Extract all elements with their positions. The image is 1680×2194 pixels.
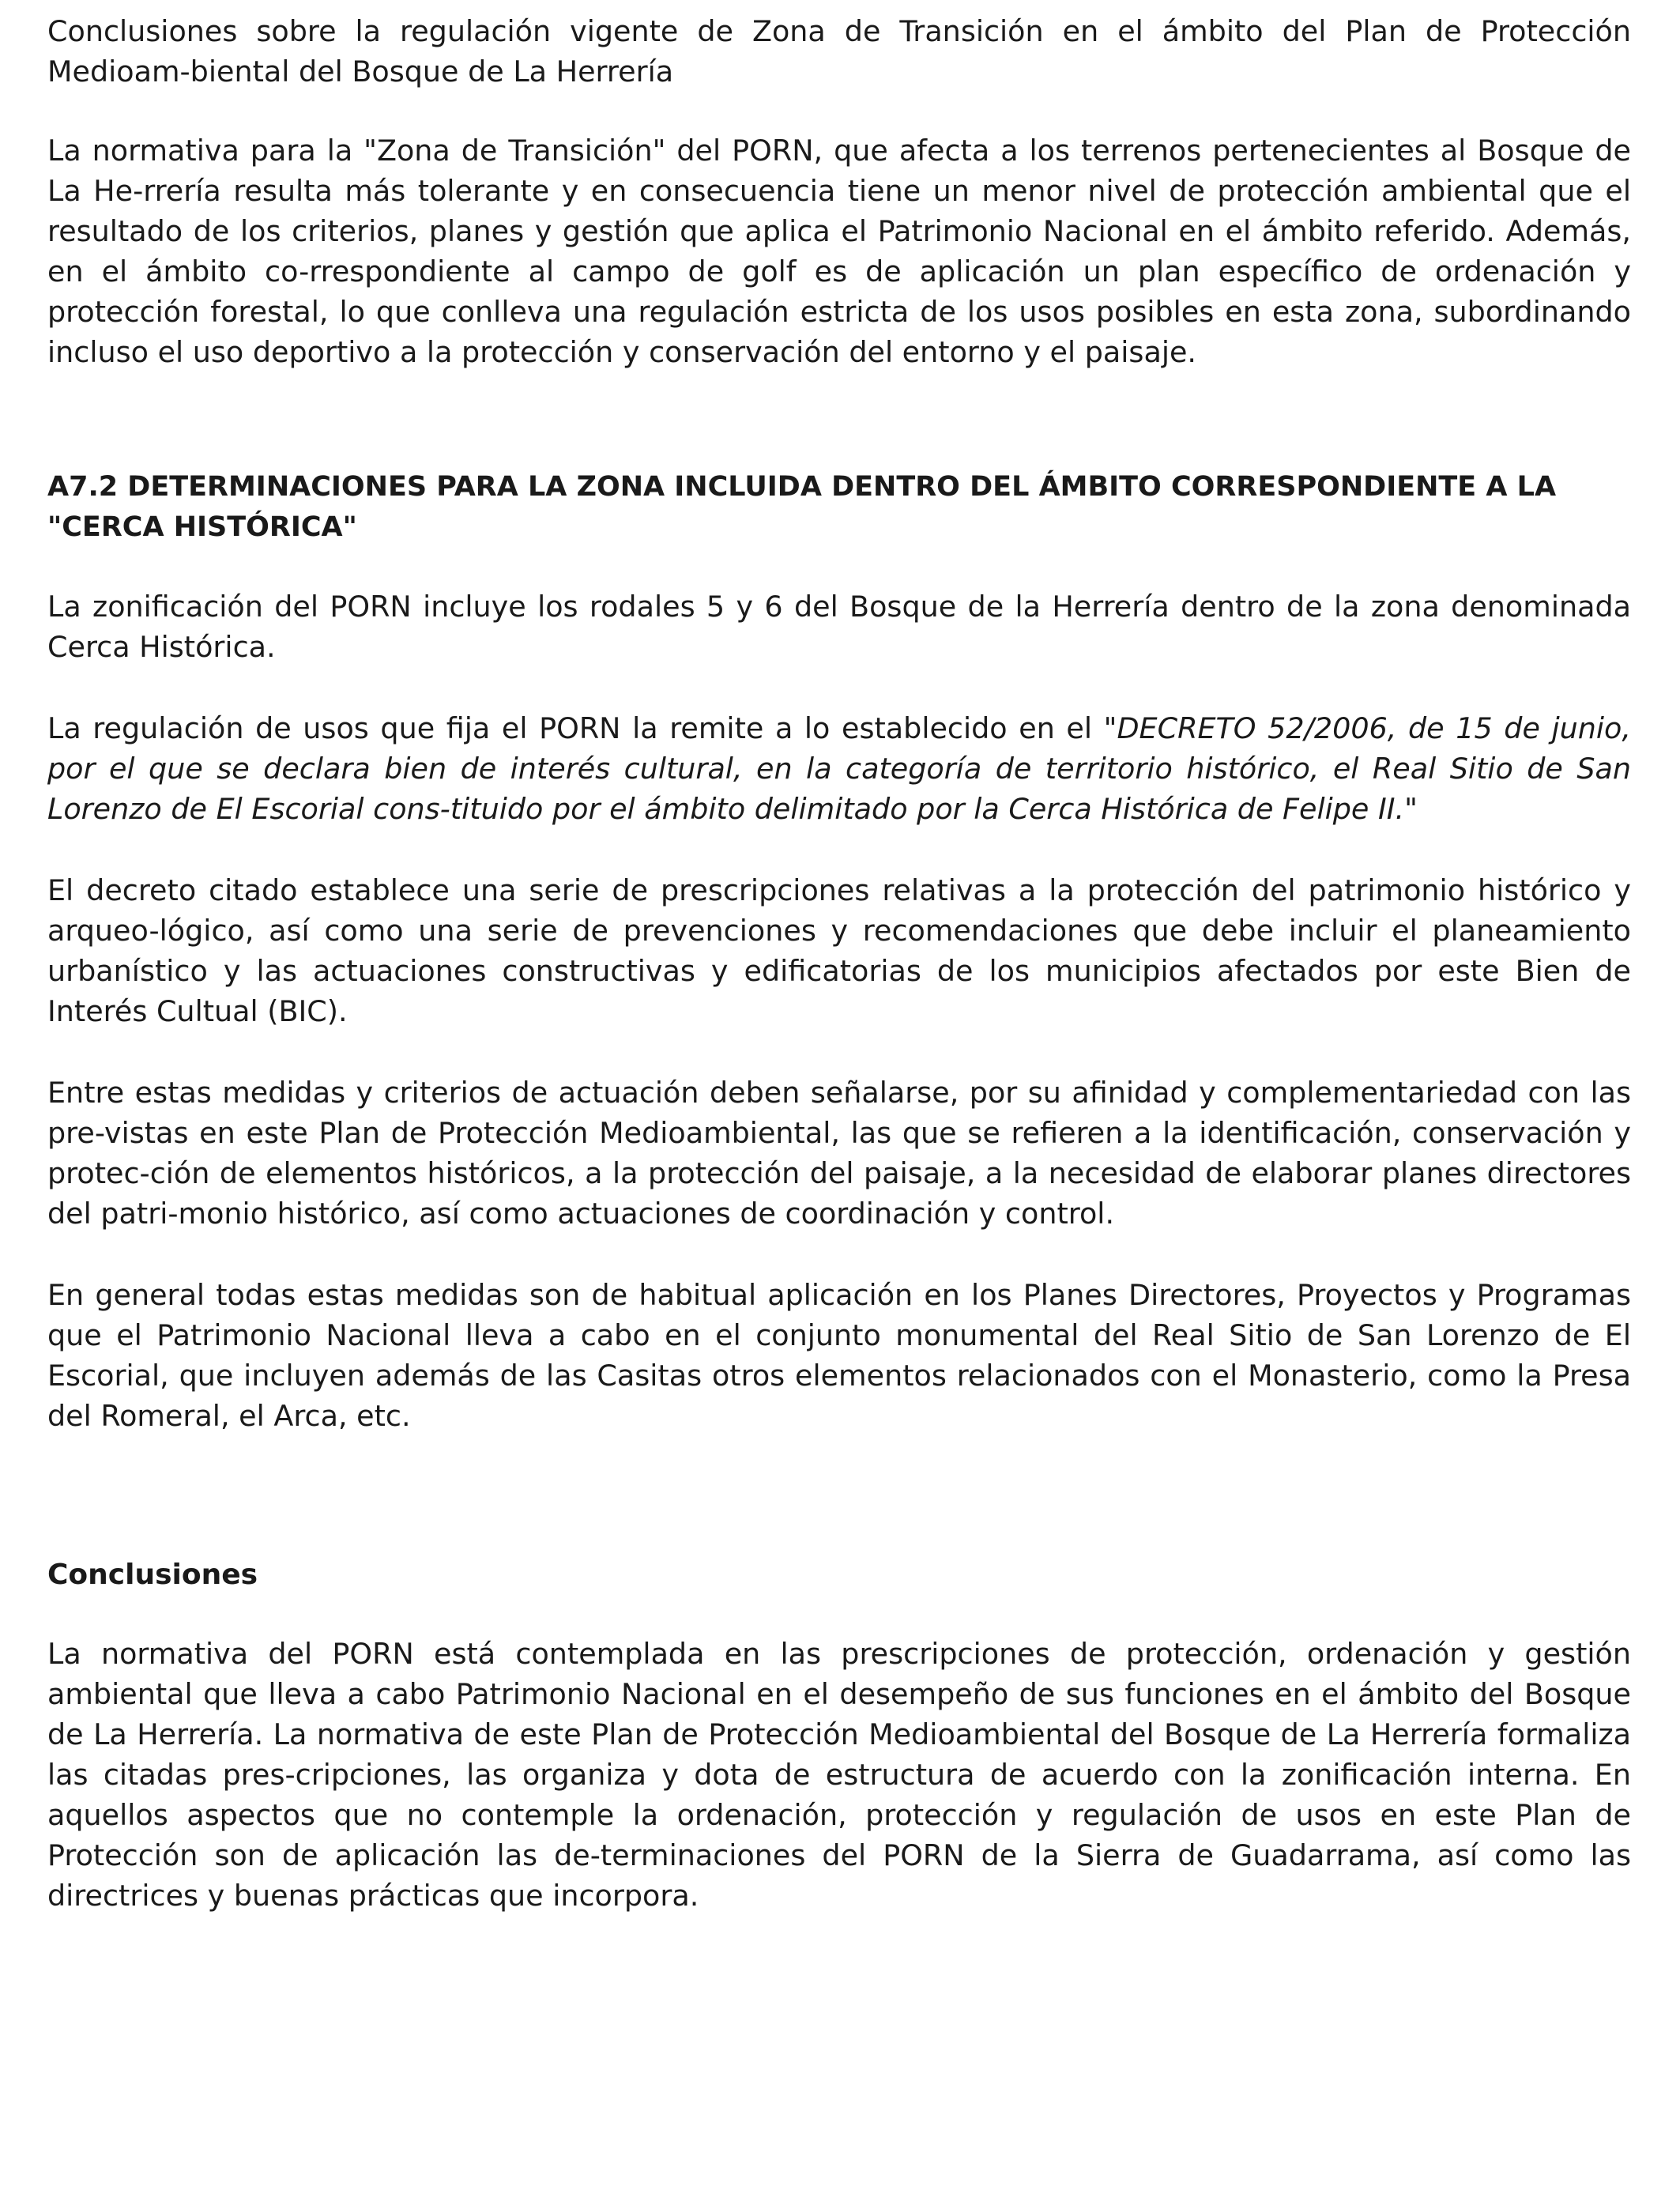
decree-citation: DECRETO 52/2006, de 15 de junio, por el que se declara bien de interés cultural, en la categoría de territorio histórico, el Real Sitio de San Lorenzo de El Escorial cons-tituido por el ámbito delimitado por la Cerca Histórica de Felipe II. [47,711,1631,826]
decree-closing-quote: " [1404,792,1418,826]
section-paragraph-5: En general todas estas medidas son de habitual aplicación en los Planes Directores, Proyectos y Programas que el Patrimonio Nacional lleva a cabo en el conjunto monumental del Real Sitio de San Lorenzo de El Escorial, que incluyen además de las Casitas otros elementos relacionados con el Monasterio, como la Presa del Romeral, el Arca, etc. [47,1278,1631,1433]
intro-paragraph: La normativa para la "Zona de Transición" del PORN, que afecta a los terrenos pertenecientes al Bosque de La He-rrería resulta más tolerante y en consecuencia tiene un menor nivel de protección ambiental que el resultado de los criterios, planes y gestión que aplica el Patrimonio Nacional en el ámbito referido. Además, en el ámbito co-rrespondiente al campo de golf es de aplicación un plan específico de ordenación y protección forestal, lo que conlleva una regulación estricta de los usos posibles en esta zona, subordinando incluso el uso deportivo a la protección y conservación del entorno y el paisaje. [47,134,1631,369]
document-page [47,11,1631,1916]
section-heading: A7.2 DETERMINACIONES PARA LA ZONA INCLUIDA DENTRO DEL ÁMBITO CORRESPONDIENTE A LA "CERCA HISTÓRICA" [47,471,1557,543]
decree-intro-text: La regulación de usos que fija el PORN la remite a lo establecido en el " [47,711,1117,745]
intro-title: Conclusiones sobre la regulación vigente de Zona de Transición en el ámbito del Plan de Protección Medioam-biental del Bosque de La Herrería [47,14,1631,89]
section-paragraph-3: El decreto citado establece una serie de prescripciones relativas a la protección del patrimonio histórico y arqueo-lógico, así como una serie de prevenciones y recomendaciones que debe incluir el planeamiento urbanístico y las actuaciones constructivas y edificatorias de los municipios afectados por este Bien de Interés Cultual (BIC). [47,873,1631,1028]
conclusions-paragraph: La normativa del PORN está contemplada en las prescripciones de protección, ordenación y gestión ambiental que lleva a cabo Patrimonio Nacional en el desempeño de sus funciones en el ámbito del Bosque de La Herrería. La normativa de este Plan de Protección Medioambiental del Bosque de La Herrería formaliza las citadas pres-cripciones, las organiza y dota de estructura de acuerdo con la zonificación interna. En aquellos aspectos que no contemple la ordenación, protección y regulación de usos en este Plan de Protección son de aplicación las de-terminaciones del PORN de la Sierra de Guadarrama, así como las directrices y buenas prácticas que incorpora. [47,1637,1631,1913]
section-paragraph-4: Entre estas medidas y criterios de actuación deben señalarse, por su afinidad y complementariedad con las pre-vistas en este Plan de Protección Medioambiental, las que se refieren a la identificación, conservación y protec-ción de elementos históricos, a la protección del paisaje, a la necesidad de elaborar planes directores del patri-monio histórico, así como actuaciones de coordinación y control. [47,1076,1631,1231]
section-paragraph-1: La zonificación del PORN incluye los rodales 5 y 6 del Bosque de la Herrería dentro de la zona denominada Cerca Histórica. [47,590,1631,664]
section-paragraph-2 [47,708,1631,829]
conclusions-heading: Conclusiones [47,1559,258,1591]
